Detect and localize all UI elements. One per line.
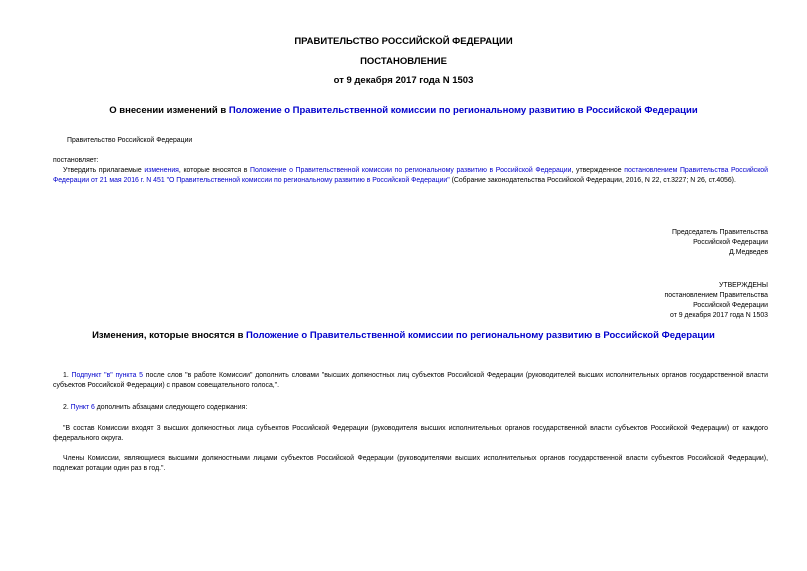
subpoint-link[interactable]: Подпункт "в" пункта 5 (71, 372, 144, 379)
document-type-heading: ПОСТАНОВЛЕНИЕ (360, 56, 447, 67)
decrees-text: постановляет: (53, 157, 99, 164)
changes-title-prefix: Изменения, которые вносятся в (92, 330, 247, 341)
resolution-text-a: Утвердить прилагаемые (63, 167, 145, 174)
decree-451-link[interactable]: постановлением Правительства Российской Федерации от 21 мая 2016 г. N 451 "О Правительственной комиссии по региональному развитию в Российской Федерации" (53, 167, 768, 184)
quoted-paragraph-2: Члены Комиссии, являющиеся высшими должностными лицами субъектов Российской Федерации (руководителями высших исполнительных органов государственной власти субъектов Российской Федерации), подлежат ротации один раз в год.". (53, 455, 768, 472)
changes-link[interactable]: изменения (144, 167, 179, 174)
approval-line-4: от 9 декабря 2017 года N 1503 (670, 312, 768, 319)
changes-title-link[interactable]: Положение о Правительственной комиссии по региональному развитию в Российской Федерации (246, 330, 715, 341)
resolution-text-d: (Собрание законодательства Российской Федерации, 2016, N 22, ст.3227; N 26, ст.4056). (449, 177, 736, 184)
approval-line-1: УТВЕРЖДЕНЫ (719, 282, 768, 289)
approval-block (665, 281, 769, 321)
regulation-link[interactable]: Положение о Правительственной комиссии по региональному развитию в Российской Федерации (250, 167, 572, 174)
resolution-text-b: , которые вносятся в (178, 167, 251, 174)
signature-block (672, 228, 768, 258)
change-2-text: дополнить абзацами следующего содержания: (94, 404, 248, 411)
signature-name: Д.Медведев (729, 249, 768, 256)
title-prefix: О внесении изменений в (109, 105, 229, 116)
government-heading: ПРАВИТЕЛЬСТВО РОССИЙСКОЙ ФЕДЕРАЦИИ (294, 36, 513, 47)
document-title (0, 105, 807, 116)
change-item-1 (53, 371, 768, 391)
approval-line-2: постановлением Правительства (664, 292, 768, 299)
signature-line-1: Председатель Правительства (672, 229, 768, 236)
quoted-paragraph-1: "В состав Комиссии входят 3 высших должностных лица субъектов Российской Федерации (руководителя высших исполнительных органов государственной власти субъектов Российской Федерации) от каждого федерального округа. (53, 425, 768, 442)
title-link[interactable]: Положение о Правительственной комиссии по региональному развитию в Российской Федерации (228, 105, 698, 116)
change-1-number: 1. (63, 372, 72, 379)
approval-line-3: Российской Федерации (693, 302, 768, 309)
change-item-2 (53, 403, 768, 413)
changes-title (0, 330, 807, 341)
change-1-text: после слов "в работе Комиссии" дополнить словами "высших должностных лиц субъектов Российской Федерации (руководителей высших исполнительных органов государственной власти субъектов Российской Федерации) с правом совещательного голоса,". (53, 372, 768, 389)
point-6-link[interactable]: Пункт 6 (70, 404, 95, 411)
resolution-paragraph (53, 166, 768, 186)
signature-line-2: Российской Федерации (693, 239, 768, 246)
date-number-heading: от 9 декабря 2017 года N 1503 (333, 75, 474, 86)
issuer-text: Правительство Российской Федерации (67, 137, 193, 144)
change-2-number: 2. (63, 404, 71, 411)
resolution-text-c: , утвержденное (571, 167, 625, 174)
